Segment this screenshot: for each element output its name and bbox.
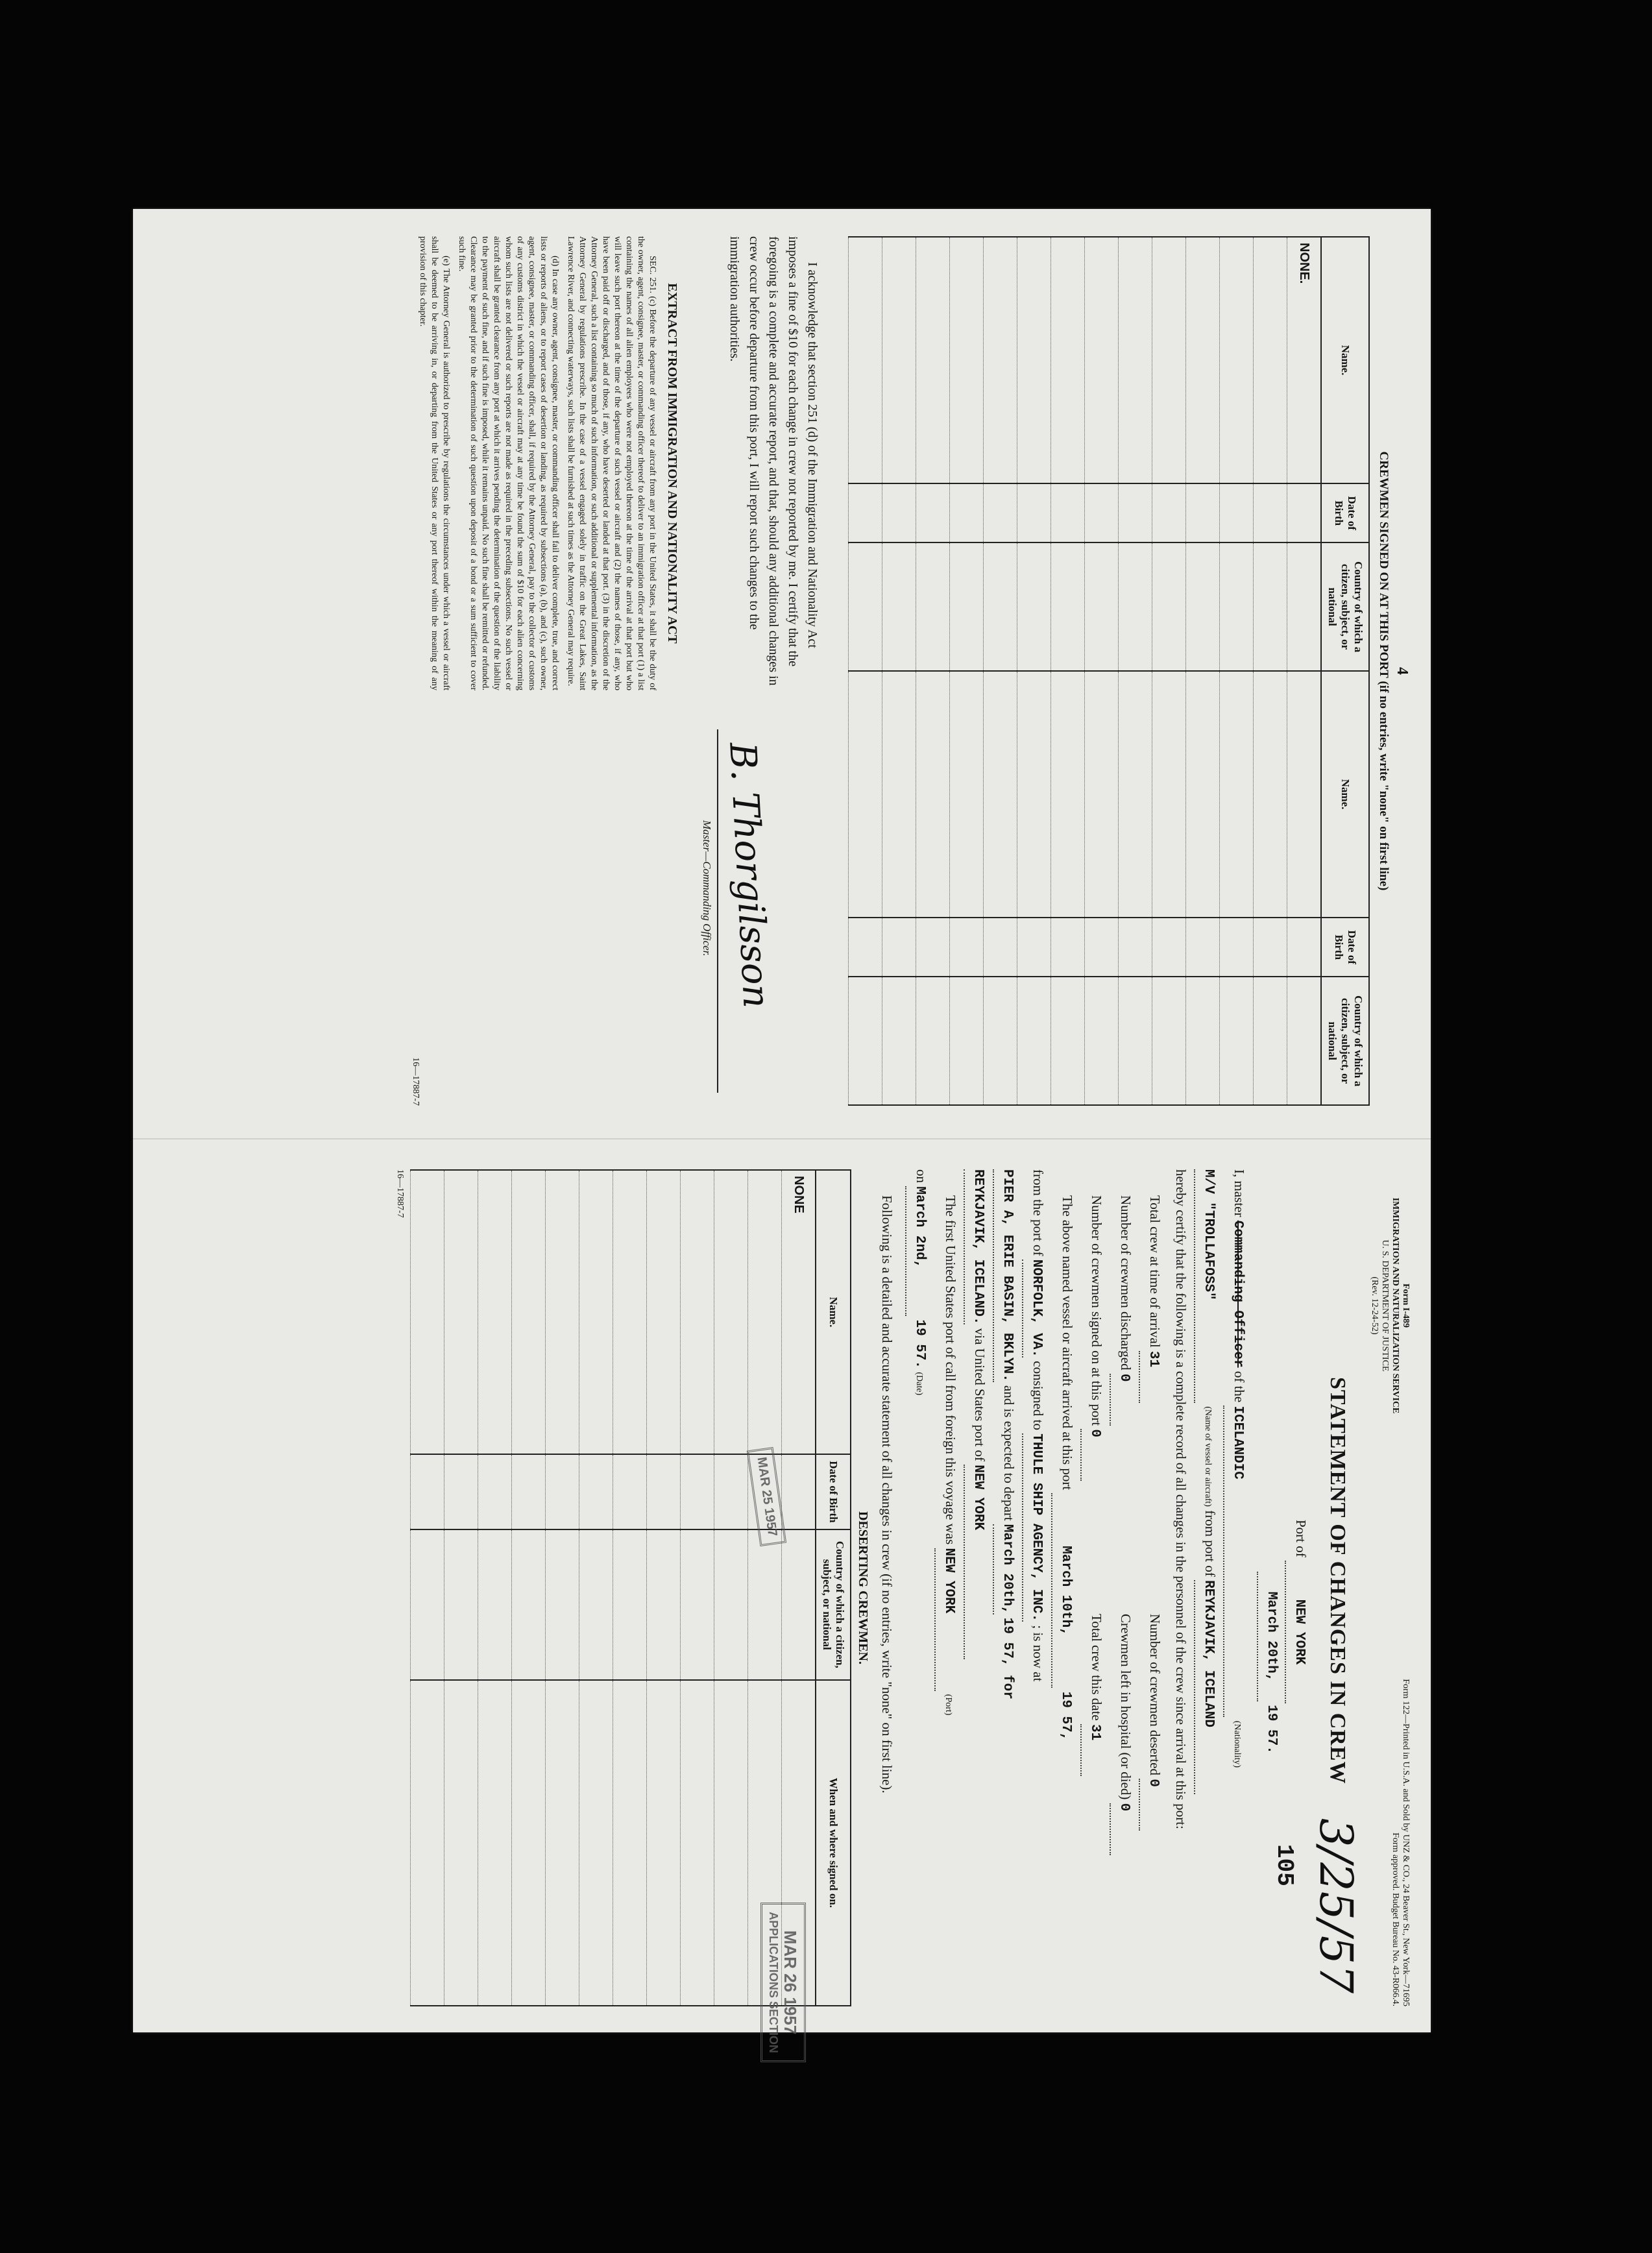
table-row — [1152, 237, 1186, 1105]
col-country-2: Country of which a citizen, subject, or national — [1321, 977, 1369, 1105]
depart-year: 19 57, for — [1000, 1617, 1015, 1699]
port-label: Port of — [1293, 1520, 1309, 1557]
col-country: Country of which a citizen, subject, or national — [816, 1529, 851, 1680]
table-row — [1254, 237, 1287, 1105]
form-header-right — [1369, 1643, 1411, 2006]
deserting-table — [410, 1169, 851, 2006]
year-value: 19 57. — [1264, 1705, 1279, 1754]
deserting-title: DESERTING CREWMEN. — [856, 1511, 870, 1664]
acknowledgment: I acknowledge that section 251 (d) of the Immigration and Nationality Act imposes a fine of $10 for each change in crew not reported by me. I certify that the foregoing is a complete and accurate report, and that, should any additional changes in crew occur before departure from this port, I will report such changes to the immigration authorities. — [727, 236, 820, 686]
from-port-label: from port of — [1202, 1510, 1218, 1577]
master-prefix: I, master — [1232, 1169, 1247, 1217]
table-row — [579, 1170, 613, 2006]
table-row — [613, 1170, 647, 2006]
revision: (Rev. 12-24-52) — [1370, 1276, 1379, 1335]
signed-on-table-title: CREWMEN SIGNED ON AT THIS PORT (if no entries, write "none" on first line) — [1377, 451, 1391, 891]
form-number: Form I-489 — [1401, 1283, 1411, 1328]
following-text: Following is a detailed and accurate statement of all changes in crew (if no entries, write "none" on first line). — [879, 1195, 895, 1794]
nationality-caption: (Nationality) — [1232, 1720, 1242, 1768]
document-page — [133, 209, 1431, 2053]
col-country: Country of which a citizen, subject, or national — [1321, 542, 1369, 671]
location-value: PIER A, ERIE BASIN, BKLYN. — [993, 1169, 1020, 1382]
master-line — [1223, 1169, 1252, 2006]
table-row — [1220, 237, 1254, 1105]
handwritten-number: 105 — [1271, 1844, 1298, 1886]
col-birth-2: Date of Birth — [1321, 918, 1369, 977]
date-caption: (Date) — [914, 1372, 924, 1396]
table-row — [984, 237, 1017, 1105]
arrived-text: The above named vessel or aircraft arrived at this port — [1060, 1195, 1075, 1491]
discharged-value: 0 — [1110, 1374, 1137, 1426]
hospital-label: Crewmen left in hospital (or died) — [1118, 1614, 1134, 1800]
table-row — [714, 1170, 748, 2006]
applications-stamp-text: APPLICATIONS SECTION — [767, 1912, 780, 2053]
extract-title: EXTRACT FROM IMMIGRATION AND NATIONALITY ACT — [665, 283, 679, 644]
vessel-value: M/V "TROLLAFOSS" — [1194, 1169, 1221, 1403]
extract-d: (d) In case any owner, agent, consignee, master, or commanding officer shall fail to deliver complete, true, and correct lists or reports of aliens, or to report cases of desertion or landing, as required by subsections (a), (b), and (c), such owner, agent, consignee, master, or commanding officer, shall, if required by the Attorney General, pay to the collector of customs of any customs district in which the vessel or aircraft may at any time be found the sum of $10 for each alien concerning whom such lists are not delivered or such reports are not made as required in the preceding subsections. No such vessel or aircraft shall be granted clearance from any port at which it arrives pending the determination of the question of the liability to the payment of such fine, and if such fine is imposed, while it remains unpaid. No such fine shall be remitted or refunded. Clearance may be granted prior to the determination of such question upon deposit of a bond or a sum sufficient to cover such fine. — [457, 236, 560, 690]
approval-line: Form approved. Budget Bureau No. 43-R066.4. — [1391, 1833, 1400, 2006]
destination-line — [964, 1169, 993, 2006]
printer-line: Form 122—Printed in U.S.A. and Sold by UNZ & CO., 24 Beaver St., New York—71695 — [1401, 1679, 1411, 2006]
location-line — [993, 1169, 1022, 2006]
of-the: of the — [1232, 1370, 1247, 1403]
first-port-label: The first United States port of call from foreign this voyage was — [943, 1195, 958, 1545]
table-row — [1186, 237, 1220, 1105]
page-fold — [133, 1138, 1431, 1139]
date-line — [1257, 1572, 1286, 1754]
col-name: Name. — [816, 1170, 851, 1454]
from-port-value: REYKJAVIK, ICELAND — [1194, 1580, 1221, 1794]
table-row — [882, 237, 916, 1105]
arrival-sentence — [1051, 1169, 1080, 2006]
table-row — [950, 237, 984, 1105]
crew-counts — [1080, 1169, 1168, 2006]
agency-2: U. S. DEPARTMENT OF JUSTICE — [1380, 1239, 1390, 1372]
arrival-year: 19 57, — [1058, 1691, 1073, 1741]
col-signed-on: When and where signed on. — [816, 1680, 851, 2006]
table-row — [1051, 237, 1085, 1105]
port-value: NEW YORK — [1285, 1561, 1312, 1703]
date-value: March 20th, — [1257, 1572, 1284, 1701]
table-row — [782, 1170, 816, 2006]
table-row — [748, 1170, 782, 2006]
table-row — [444, 1170, 478, 2006]
master-overwrite: Commanding Officer — [1230, 1220, 1245, 1368]
table-row — [916, 237, 950, 1105]
table-row — [647, 1170, 681, 2006]
total-date-value: 31 — [1080, 1724, 1108, 1776]
arrival-crew-value: 31 — [1139, 1351, 1166, 1403]
arrival-date: March 10th, — [1051, 1493, 1078, 1688]
agency-1: IMMIGRATION AND NATURALIZATION SERVICE — [1391, 1197, 1400, 1414]
form-header-left — [1369, 1169, 1411, 1442]
table-row — [512, 1170, 546, 2006]
applications-stamp-date: MAR 26 1957 — [781, 1930, 800, 2035]
consign-line — [1022, 1169, 1051, 2006]
table-row — [849, 237, 882, 1105]
signed-on-value: 0 — [1080, 1429, 1108, 1481]
depart-label: and is expected to depart — [1001, 1385, 1017, 1521]
table-row — [1085, 237, 1119, 1105]
first-entry: NONE — [782, 1170, 816, 1454]
extract-e: (e) The Attorney General is authorized to prescribe by regulations the circumstances under which a vessel or aircraft shall be deemed to be arriving in, or departing from the United States or any port thereof within the meaning of any provision of this chapter. — [418, 236, 451, 690]
depart-date: March 20th, — [993, 1524, 1020, 1614]
signed-on-table — [848, 236, 1370, 1106]
statement-title: STATEMENT OF CHANGES IN CREW — [1326, 1377, 1350, 1784]
table-row — [411, 1170, 444, 2006]
col-birth: Date of Birth — [1321, 483, 1369, 542]
table-row — [1287, 237, 1322, 1105]
applications-stamp — [760, 1903, 806, 2062]
col-name-2: Name. — [1321, 671, 1369, 918]
deserted-label: Number of crewmen deserted — [1147, 1614, 1163, 1775]
page-four — [140, 210, 1427, 1132]
vessel-line — [1194, 1169, 1223, 2006]
via-port: NEW YORK — [964, 1465, 991, 1659]
total-date-label: Total crew this date — [1089, 1614, 1104, 1721]
destination-value: REYKJAVIK, ICELAND. — [964, 1169, 991, 1324]
first-port-date: March 2nd, — [905, 1186, 932, 1316]
hospital-value: 0 — [1110, 1803, 1137, 1855]
nationality-value: ICELANDIC — [1223, 1406, 1250, 1717]
consigned-value: THULE SHIP AGENCY, INC. — [1022, 1433, 1049, 1622]
first-port-line — [934, 1169, 964, 2006]
table-row — [681, 1170, 714, 2006]
statement-page — [140, 1143, 1427, 2053]
via-label: via United States port of — [972, 1328, 988, 1461]
signature-label: Master—Commanding Officer. — [701, 820, 713, 956]
master-signature: B. Thorgilsson — [721, 741, 777, 1010]
first-entry: NONE. — [1287, 237, 1322, 483]
col-name: Name. — [1321, 237, 1369, 483]
from-the-port-label: from the port of — [1030, 1169, 1046, 1256]
first-port-value: NEW YORK — [934, 1548, 962, 1691]
handwritten-date: 3/25/57 — [1309, 1818, 1363, 1993]
table-row — [546, 1170, 579, 2006]
consigned-label: consigned to — [1030, 1361, 1046, 1431]
table-row — [1017, 237, 1051, 1105]
extract-c: SEC. 251. (c) Before the departure of any vessel or aircraft from any port in the United States, it shall be the duty of the owner, agent, consignee, master, or commanding officer thereof to deliver to an immigration officer at that port (1) a list containing the names of all alien employees who were not employed thereon at the time of the arrival at that port but who will leave such port thereon at the time of the departure of such vessel or aircraft and (2) the names of those, if any, who have been paid off or discharged, and of those, if any, who have deserted or landed at that port. (3) in the discretion of the Attorney General, such a list containing so much of such information, or such additional or supplemental information, as the Attorney General by regulations prescribe. In the case of a vessel engaged solely in traffic on the Great Lakes, Saint Lawrence River, and connecting waterways, such lists shall be furnished at such times as the Attorney General may require. — [566, 236, 657, 690]
table-row — [478, 1170, 512, 2006]
table-row — [1119, 237, 1152, 1105]
port-line — [1285, 1520, 1314, 1703]
page-number: 4 — [1394, 667, 1411, 675]
arrival-crew-label: Total crew at time of arrival — [1147, 1195, 1163, 1348]
form-footer-right: 16—17887-7 — [395, 1169, 405, 1218]
port-caption: (Port) — [943, 1694, 953, 1716]
first-port-date-line — [905, 1169, 934, 2006]
is-now-at: ; is now at — [1030, 1625, 1046, 1682]
on-label: on — [914, 1169, 929, 1183]
deserted-value: 0 — [1139, 1779, 1166, 1831]
certify-text: hereby certify that the following is a complete record of all changes in the personnel of the crew since arrival at this port: — [1173, 1169, 1189, 1829]
form-footer-left: 16—17887-7 — [411, 1057, 420, 1106]
received-stamp-date: MAR 25 1957 — [754, 1456, 780, 1538]
signed-on-label: Number of crewmen signed on at this port — [1089, 1195, 1104, 1426]
arrival-from: NORFOLK, VA. — [1022, 1260, 1049, 1358]
discharged-label: Number of crewmen discharged — [1118, 1195, 1134, 1370]
col-birth: Date of Birth — [816, 1454, 851, 1529]
vessel-caption: (Name of vessel or aircraft) — [1203, 1406, 1213, 1507]
first-port-year: 19 57. — [912, 1319, 927, 1369]
